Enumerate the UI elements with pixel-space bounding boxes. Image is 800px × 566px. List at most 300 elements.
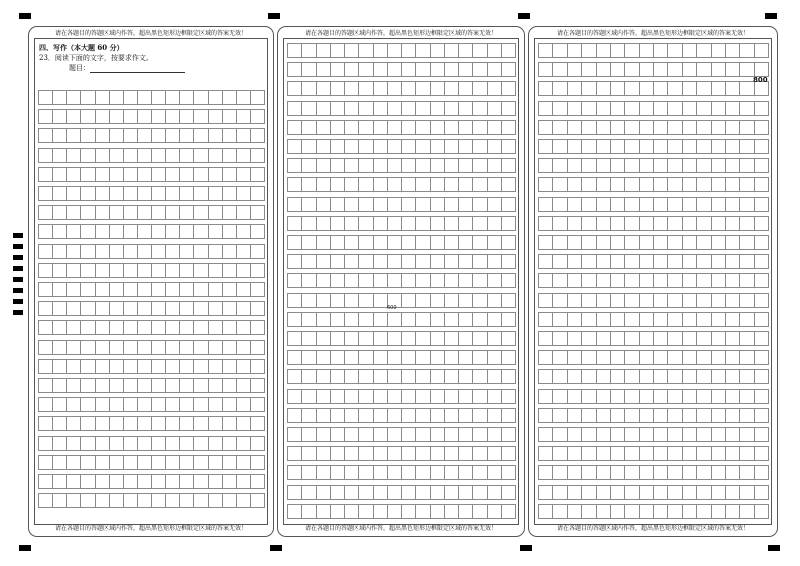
grid-cell[interactable] (109, 474, 124, 489)
grid-cell[interactable] (711, 62, 726, 77)
grid-cell[interactable] (193, 148, 208, 163)
grid-cell[interactable] (95, 90, 110, 105)
grid-cell[interactable] (250, 340, 265, 355)
grid-cell[interactable] (538, 101, 553, 116)
grid-cell[interactable] (179, 90, 194, 105)
grid-cell[interactable] (109, 493, 124, 508)
grid-cell[interactable] (444, 139, 459, 154)
grid-cell[interactable] (667, 43, 682, 58)
grid-cell[interactable] (667, 369, 682, 384)
grid-cell[interactable] (179, 397, 194, 412)
grid-cell[interactable] (373, 43, 388, 58)
grid-cell[interactable] (567, 81, 582, 96)
grid-cell[interactable] (373, 62, 388, 77)
grid-cell[interactable] (109, 128, 124, 143)
grid-cell[interactable] (236, 301, 251, 316)
grid-cell[interactable] (66, 340, 81, 355)
grid-cell[interactable] (639, 485, 654, 500)
grid-cell[interactable] (639, 43, 654, 58)
grid-cell[interactable] (487, 504, 502, 519)
grid-cell[interactable] (739, 254, 754, 269)
grid-cell[interactable] (165, 205, 180, 220)
grid-cell[interactable] (725, 350, 740, 365)
grid-cell[interactable] (444, 312, 459, 327)
grid-cell[interactable] (444, 120, 459, 135)
grid-cell[interactable] (501, 216, 516, 231)
grid-cell[interactable] (653, 197, 668, 212)
grid-cell[interactable] (472, 177, 487, 192)
grid-cell[interactable] (581, 350, 596, 365)
grid-cell[interactable] (151, 282, 166, 297)
grid-cell[interactable] (567, 62, 582, 77)
grid-cell[interactable] (538, 485, 553, 500)
grid-cell[interactable] (358, 408, 373, 423)
grid-cell[interactable] (682, 389, 697, 404)
grid-cell[interactable] (38, 416, 53, 431)
grid-cell[interactable] (358, 369, 373, 384)
grid-cell[interactable] (596, 120, 611, 135)
grid-cell[interactable] (725, 273, 740, 288)
grid-cell[interactable] (95, 167, 110, 182)
grid-cell[interactable] (358, 350, 373, 365)
grid-cell[interactable] (444, 485, 459, 500)
grid-cell[interactable] (711, 235, 726, 250)
grid-cell[interactable] (567, 312, 582, 327)
grid-cell[interactable] (208, 186, 223, 201)
grid-cell[interactable] (401, 312, 416, 327)
grid-cell[interactable] (38, 128, 53, 143)
grid-cell[interactable] (552, 331, 567, 346)
grid-cell[interactable] (52, 282, 67, 297)
grid-cell[interactable] (682, 273, 697, 288)
grid-cell[interactable] (301, 120, 316, 135)
grid-cell[interactable] (444, 81, 459, 96)
grid-cell[interactable] (415, 389, 430, 404)
grid-cell[interactable] (316, 139, 331, 154)
grid-cell[interactable] (330, 101, 345, 116)
grid-cell[interactable] (137, 340, 152, 355)
grid-cell[interactable] (430, 389, 445, 404)
grid-cell[interactable] (739, 293, 754, 308)
grid-cell[interactable] (696, 101, 711, 116)
grid-cell[interactable] (552, 427, 567, 442)
grid-cell[interactable] (430, 43, 445, 58)
grid-cell[interactable] (316, 312, 331, 327)
grid-cell[interactable] (236, 282, 251, 297)
grid-cell[interactable] (754, 139, 769, 154)
grid-cell[interactable] (123, 436, 138, 451)
grid-cell[interactable] (330, 62, 345, 77)
grid-cell[interactable] (52, 90, 67, 105)
grid-cell[interactable] (624, 139, 639, 154)
grid-cell[interactable] (80, 301, 95, 316)
grid-cell[interactable] (711, 101, 726, 116)
grid-cell[interactable] (596, 504, 611, 519)
grid-cell[interactable] (754, 197, 769, 212)
grid-cell[interactable] (639, 408, 654, 423)
grid-cell[interactable] (344, 504, 359, 519)
grid-cell[interactable] (373, 81, 388, 96)
grid-cell[interactable] (387, 485, 402, 500)
grid-cell[interactable] (52, 224, 67, 239)
grid-cell[interactable] (193, 436, 208, 451)
grid-cell[interactable] (330, 235, 345, 250)
grid-cell[interactable] (137, 90, 152, 105)
grid-cell[interactable] (624, 331, 639, 346)
grid-cell[interactable] (52, 455, 67, 470)
grid-cell[interactable] (373, 254, 388, 269)
grid-cell[interactable] (358, 235, 373, 250)
grid-cell[interactable] (287, 120, 302, 135)
grid-cell[interactable] (415, 235, 430, 250)
grid-cell[interactable] (358, 254, 373, 269)
grid-cell[interactable] (739, 139, 754, 154)
grid-cell[interactable] (472, 101, 487, 116)
grid-cell[interactable] (301, 446, 316, 461)
grid-cell[interactable] (250, 397, 265, 412)
grid-cell[interactable] (165, 224, 180, 239)
grid-cell[interactable] (711, 389, 726, 404)
grid-cell[interactable] (387, 369, 402, 384)
grid-cell[interactable] (472, 235, 487, 250)
grid-cell[interactable] (151, 244, 166, 259)
grid-cell[interactable] (401, 235, 416, 250)
grid-cell[interactable] (552, 81, 567, 96)
grid-cell[interactable] (373, 350, 388, 365)
grid-cell[interactable] (567, 120, 582, 135)
grid-cell[interactable] (696, 408, 711, 423)
grid-cell[interactable] (552, 408, 567, 423)
grid-cell[interactable] (287, 43, 302, 58)
grid-cell[interactable] (415, 465, 430, 480)
grid-cell[interactable] (80, 205, 95, 220)
grid-cell[interactable] (330, 139, 345, 154)
grid-cell[interactable] (472, 446, 487, 461)
grid-cell[interactable] (344, 197, 359, 212)
grid-cell[interactable] (739, 158, 754, 173)
grid-cell[interactable] (151, 455, 166, 470)
grid-cell[interactable] (552, 293, 567, 308)
grid-cell[interactable] (581, 177, 596, 192)
grid-cell[interactable] (66, 455, 81, 470)
grid-cell[interactable] (250, 128, 265, 143)
grid-cell[interactable] (430, 504, 445, 519)
grid-cell[interactable] (301, 177, 316, 192)
grid-cell[interactable] (301, 465, 316, 480)
grid-cell[interactable] (401, 465, 416, 480)
grid-cell[interactable] (193, 282, 208, 297)
grid-cell[interactable] (639, 446, 654, 461)
grid-cell[interactable] (725, 120, 740, 135)
grid-cell[interactable] (358, 293, 373, 308)
grid-cell[interactable] (596, 273, 611, 288)
grid-cell[interactable] (682, 120, 697, 135)
grid-cell[interactable] (682, 312, 697, 327)
grid-cell[interactable] (236, 128, 251, 143)
grid-cell[interactable] (66, 263, 81, 278)
grid-cell[interactable] (222, 224, 237, 239)
grid-cell[interactable] (415, 177, 430, 192)
grid-cell[interactable] (179, 455, 194, 470)
grid-cell[interactable] (754, 446, 769, 461)
grid-cell[interactable] (739, 216, 754, 231)
grid-cell[interactable] (208, 205, 223, 220)
grid-cell[interactable] (639, 369, 654, 384)
grid-cell[interactable] (739, 120, 754, 135)
grid-cell[interactable] (696, 81, 711, 96)
grid-cell[interactable] (373, 139, 388, 154)
grid-cell[interactable] (301, 235, 316, 250)
grid-cell[interactable] (80, 148, 95, 163)
grid-cell[interactable] (472, 81, 487, 96)
grid-cell[interactable] (373, 312, 388, 327)
grid-cell[interactable] (567, 197, 582, 212)
grid-cell[interactable] (66, 128, 81, 143)
grid-cell[interactable] (596, 465, 611, 480)
grid-cell[interactable] (316, 235, 331, 250)
grid-cell[interactable] (287, 485, 302, 500)
grid-cell[interactable] (610, 235, 625, 250)
grid-cell[interactable] (109, 205, 124, 220)
grid-cell[interactable] (330, 369, 345, 384)
grid-cell[interactable] (109, 90, 124, 105)
grid-cell[interactable] (387, 312, 402, 327)
grid-cell[interactable] (123, 90, 138, 105)
grid-cell[interactable] (344, 350, 359, 365)
grid-cell[interactable] (725, 139, 740, 154)
grid-cell[interactable] (236, 378, 251, 393)
grid-cell[interactable] (179, 186, 194, 201)
grid-cell[interactable] (222, 436, 237, 451)
grid-cell[interactable] (444, 43, 459, 58)
grid-cell[interactable] (667, 139, 682, 154)
grid-cell[interactable] (430, 465, 445, 480)
grid-cell[interactable] (754, 408, 769, 423)
grid-cell[interactable] (444, 254, 459, 269)
grid-cell[interactable] (639, 465, 654, 480)
grid-cell[interactable] (711, 485, 726, 500)
grid-cell[interactable] (137, 148, 152, 163)
grid-cell[interactable] (358, 465, 373, 480)
grid-cell[interactable] (66, 320, 81, 335)
grid-cell[interactable] (208, 455, 223, 470)
grid-cell[interactable] (458, 408, 473, 423)
grid-cell[interactable] (301, 101, 316, 116)
grid-cell[interactable] (179, 474, 194, 489)
grid-cell[interactable] (193, 455, 208, 470)
grid-cell[interactable] (739, 427, 754, 442)
grid-cell[interactable] (109, 416, 124, 431)
grid-cell[interactable] (682, 465, 697, 480)
grid-cell[interactable] (330, 504, 345, 519)
grid-cell[interactable] (725, 158, 740, 173)
grid-cell[interactable] (401, 273, 416, 288)
grid-cell[interactable] (165, 493, 180, 508)
grid-cell[interactable] (501, 485, 516, 500)
grid-cell[interactable] (373, 389, 388, 404)
grid-cell[interactable] (287, 139, 302, 154)
grid-cell[interactable] (444, 350, 459, 365)
grid-cell[interactable] (330, 465, 345, 480)
grid-cell[interactable] (80, 244, 95, 259)
grid-cell[interactable] (222, 186, 237, 201)
grid-cell[interactable] (193, 416, 208, 431)
grid-cell[interactable] (287, 427, 302, 442)
grid-cell[interactable] (80, 224, 95, 239)
grid-cell[interactable] (487, 427, 502, 442)
grid-cell[interactable] (458, 139, 473, 154)
grid-cell[interactable] (653, 485, 668, 500)
grid-cell[interactable] (222, 128, 237, 143)
grid-cell[interactable] (344, 216, 359, 231)
grid-cell[interactable] (95, 301, 110, 316)
grid-cell[interactable] (430, 254, 445, 269)
grid-cell[interactable] (52, 128, 67, 143)
grid-cell[interactable] (415, 446, 430, 461)
grid-cell[interactable] (430, 101, 445, 116)
grid-cell[interactable] (236, 416, 251, 431)
grid-cell[interactable] (208, 493, 223, 508)
grid-cell[interactable] (222, 301, 237, 316)
grid-cell[interactable] (552, 465, 567, 480)
grid-cell[interactable] (472, 350, 487, 365)
grid-cell[interactable] (109, 455, 124, 470)
grid-cell[interactable] (711, 139, 726, 154)
grid-cell[interactable] (165, 90, 180, 105)
grid-cell[interactable] (123, 109, 138, 124)
grid-cell[interactable] (739, 408, 754, 423)
grid-cell[interactable] (538, 177, 553, 192)
grid-cell[interactable] (458, 81, 473, 96)
grid-cell[interactable] (95, 186, 110, 201)
grid-cell[interactable] (610, 273, 625, 288)
grid-cell[interactable] (610, 158, 625, 173)
grid-cell[interactable] (151, 378, 166, 393)
grid-cell[interactable] (179, 359, 194, 374)
grid-cell[interactable] (639, 273, 654, 288)
grid-cell[interactable] (330, 177, 345, 192)
grid-cell[interactable] (287, 197, 302, 212)
grid-cell[interactable] (754, 158, 769, 173)
grid-cell[interactable] (373, 216, 388, 231)
grid-cell[interactable] (567, 177, 582, 192)
grid-cell[interactable] (193, 167, 208, 182)
grid-cell[interactable] (151, 340, 166, 355)
grid-cell[interactable] (387, 504, 402, 519)
grid-cell[interactable] (610, 350, 625, 365)
grid-cell[interactable] (250, 359, 265, 374)
grid-cell[interactable] (52, 340, 67, 355)
grid-cell[interactable] (639, 427, 654, 442)
grid-cell[interactable] (193, 186, 208, 201)
grid-cell[interactable] (330, 427, 345, 442)
grid-cell[interactable] (696, 139, 711, 154)
grid-cell[interactable] (739, 273, 754, 288)
grid-cell[interactable] (301, 216, 316, 231)
grid-cell[interactable] (330, 197, 345, 212)
grid-cell[interactable] (639, 389, 654, 404)
grid-cell[interactable] (639, 62, 654, 77)
grid-cell[interactable] (151, 436, 166, 451)
grid-cell[interactable] (250, 224, 265, 239)
grid-cell[interactable] (596, 485, 611, 500)
grid-cell[interactable] (80, 186, 95, 201)
grid-cell[interactable] (430, 331, 445, 346)
grid-cell[interactable] (330, 273, 345, 288)
grid-cell[interactable] (95, 436, 110, 451)
grid-cell[interactable] (151, 263, 166, 278)
grid-cell[interactable] (236, 224, 251, 239)
grid-cell[interactable] (137, 378, 152, 393)
grid-cell[interactable] (95, 340, 110, 355)
grid-cell[interactable] (754, 177, 769, 192)
grid-cell[interactable] (401, 254, 416, 269)
grid-cell[interactable] (487, 158, 502, 173)
grid-cell[interactable] (538, 312, 553, 327)
grid-cell[interactable] (696, 369, 711, 384)
grid-cell[interactable] (287, 81, 302, 96)
grid-cell[interactable] (610, 446, 625, 461)
grid-cell[interactable] (287, 350, 302, 365)
grid-cell[interactable] (137, 128, 152, 143)
grid-cell[interactable] (458, 293, 473, 308)
grid-cell[interactable] (596, 427, 611, 442)
grid-cell[interactable] (487, 254, 502, 269)
grid-cell[interactable] (66, 205, 81, 220)
grid-cell[interactable] (316, 177, 331, 192)
grid-cell[interactable] (344, 254, 359, 269)
grid-cell[interactable] (472, 158, 487, 173)
grid-cell[interactable] (487, 389, 502, 404)
grid-cell[interactable] (682, 43, 697, 58)
grid-cell[interactable] (754, 331, 769, 346)
grid-cell[interactable] (179, 282, 194, 297)
grid-cell[interactable] (754, 101, 769, 116)
grid-cell[interactable] (444, 446, 459, 461)
grid-cell[interactable] (501, 120, 516, 135)
grid-cell[interactable] (208, 90, 223, 105)
grid-cell[interactable] (222, 474, 237, 489)
grid-cell[interactable] (610, 101, 625, 116)
grid-cell[interactable] (179, 340, 194, 355)
grid-cell[interactable] (38, 109, 53, 124)
grid-cell[interactable] (373, 158, 388, 173)
grid-cell[interactable] (444, 197, 459, 212)
grid-cell[interactable] (358, 504, 373, 519)
grid-cell[interactable] (538, 465, 553, 480)
grid-cell[interactable] (711, 331, 726, 346)
grid-cell[interactable] (696, 43, 711, 58)
grid-cell[interactable] (415, 43, 430, 58)
grid-cell[interactable] (52, 320, 67, 335)
grid-cell[interactable] (667, 312, 682, 327)
grid-cell[interactable] (358, 101, 373, 116)
grid-cell[interactable] (95, 474, 110, 489)
grid-cell[interactable] (287, 293, 302, 308)
grid-cell[interactable] (137, 474, 152, 489)
grid-cell[interactable] (208, 397, 223, 412)
grid-cell[interactable] (387, 235, 402, 250)
grid-cell[interactable] (344, 465, 359, 480)
grid-cell[interactable] (109, 148, 124, 163)
grid-cell[interactable] (415, 408, 430, 423)
grid-cell[interactable] (501, 293, 516, 308)
grid-cell[interactable] (123, 205, 138, 220)
grid-cell[interactable] (711, 293, 726, 308)
grid-cell[interactable] (639, 235, 654, 250)
grid-cell[interactable] (581, 62, 596, 77)
grid-cell[interactable] (301, 81, 316, 96)
